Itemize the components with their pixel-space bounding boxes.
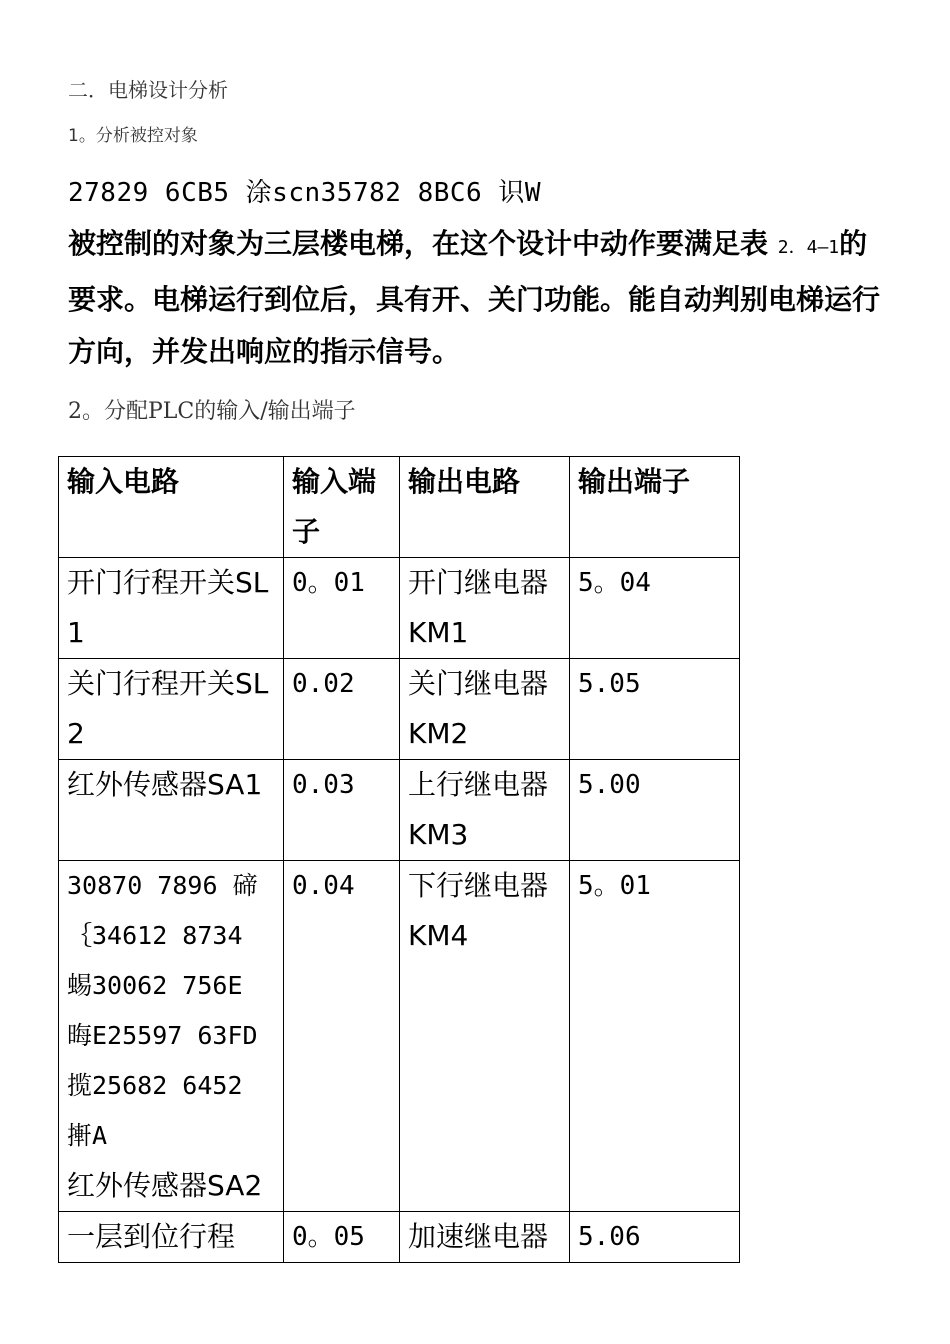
output-circuit-cell: 开门继电器KM1: [400, 558, 570, 659]
table-row: [59, 861, 740, 1212]
input-circuit-cell-line-2: 红外传感器SA2: [67, 1169, 263, 1202]
output-terminal-cell: 5.06: [570, 1212, 740, 1263]
output-terminal-cell: 5。04: [570, 558, 740, 659]
io-terminal-table: [58, 456, 740, 1263]
paragraph-part-2: 的要求。电梯运行到位后，具有开、关门功能。能自动判别电梯运行方向，并发出响应的指示信号。: [68, 227, 881, 368]
header-output-terminal: 输出端子: [570, 457, 740, 558]
output-circuit-cell: 关门继电器KM2: [400, 659, 570, 760]
input-terminal-cell: 0。01: [284, 558, 400, 659]
section-title: 二．电梯设计分析: [68, 78, 228, 102]
output-circuit-cell: 下行继电器KM4: [400, 861, 570, 1212]
input-circuit-cell: [59, 861, 284, 1212]
table-row: [59, 659, 740, 760]
table-reference: 2．4—1: [777, 237, 840, 258]
input-circuit-cell: 开门行程开关SL1: [59, 558, 284, 659]
output-terminal-cell: 5.00: [570, 760, 740, 861]
input-terminal-cell: 0.04: [284, 861, 400, 1212]
input-terminal-cell: 0。05: [284, 1212, 400, 1263]
input-circuit-cell: 红外传感器SA1: [59, 760, 284, 861]
subsection-title-1: 1。分析被控对象: [68, 126, 198, 146]
paragraph-part-1: 被控制的对象为三层楼电梯，在这个设计中动作要满足表: [68, 227, 769, 260]
table-row: [59, 558, 740, 659]
output-terminal-cell: 5。01: [570, 861, 740, 1212]
body-paragraph: [68, 218, 888, 378]
input-terminal-cell: 0.03: [284, 760, 400, 861]
input-terminal-cell: 0.02: [284, 659, 400, 760]
output-circuit-cell: 上行继电器KM3: [400, 760, 570, 861]
input-circuit-cell: 关门行程开关SL2: [59, 659, 284, 760]
subsection-title-2: 2。分配PLC的输入/输出端子: [68, 399, 356, 424]
header-output-circuit: 输出电路: [400, 457, 570, 558]
output-circuit-cell: 加速继电器: [400, 1212, 570, 1263]
garbled-cell-text: 30870 7896 碲｛34612 8734 蜴30062 756E 晦E25597 63FD 揽25682 6452 搟A: [67, 871, 258, 1150]
header-input-circuit: 输入电路: [59, 457, 284, 558]
output-terminal-cell: 5.05: [570, 659, 740, 760]
garbled-text-line: 27829 6CB5 涂scn35782 8BC6 识W: [68, 178, 541, 208]
header-input-terminal: 输入端子: [284, 457, 400, 558]
table-row: [59, 760, 740, 861]
table-header-row: [59, 457, 740, 558]
input-circuit-cell: 一层到位行程: [59, 1212, 284, 1263]
table-row: [59, 1212, 740, 1263]
